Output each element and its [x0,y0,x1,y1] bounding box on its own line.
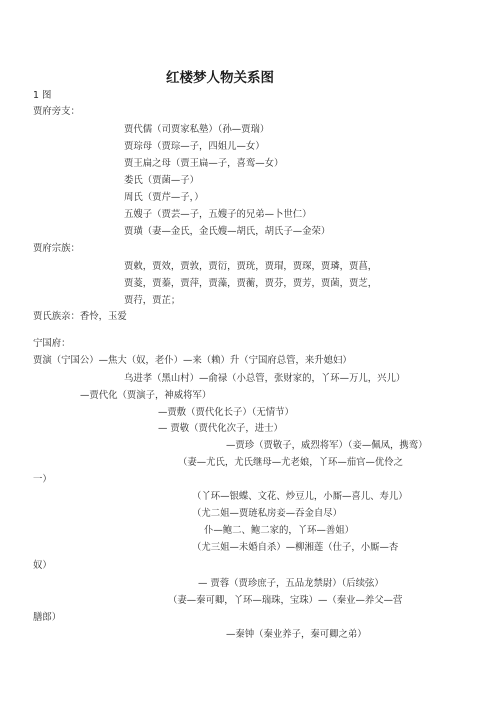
text-line: —秦钟（秦业养子，秦可卿之弟） [226,629,367,640]
document-title: 红楼梦人物关系图 [166,70,274,86]
text-line: 仆—鲍二、鲍二家的，丫环—善姐） [204,525,355,536]
text-line: 乌进孝（黑山村）—俞禄（小总管，张财家的，丫环—万儿，兴儿） [124,373,406,384]
text-line: （尤二姐—贾琏私房妾—吞金自尽） [192,508,343,519]
text-line: 奴） [33,560,52,571]
text-line: 贾菱，贾蓁，贾萍，贾藻，贾蘅，贾芬，贾芳，贾菌，贾芝， [124,278,378,289]
text-line: （妻—秦可卿，丫环—瑞珠，宝珠）—（秦业—养父—营 [168,595,403,606]
text-line: （妻—尤氏，尤氏继母—尤老娘，丫环—茄官—优伶之 [178,457,404,468]
text-line: 五嫂子（贾芸—子，五嫂子的兄弟—卜世仁） [124,209,312,220]
text-line: 周氏（贾芹—子，） [124,192,204,203]
text-line: —贾代化（贾演子，神威将军） [80,390,212,401]
text-line: — 贾敬（贾代化次子，进士） [158,423,283,434]
text-line: — 贾蓉（贾珍庶子，五品龙禁尉）（后续弦） [198,578,384,589]
text-line: 膳郎） [33,612,62,623]
text-line: 贾璜（妻—金氏，金氏嫂—胡氏，胡氏子—金荣） [124,226,331,237]
section-heading: 贾氏族亲：香怜，玉爱 [33,311,127,322]
text-line: 贾敕，贾效，贾敦，贾衍，贾珖，贾瑁，贾琛，贾璘，贾菖， [124,261,378,272]
text-line: （尤三姐—未婚自杀）—柳湘莲（仕子，小厮—杏 [192,542,399,553]
section-heading: 贾府宗族： [33,243,80,254]
section-heading: 贾府旁支： [33,106,80,117]
text-line: 贾荇，贾芷； [124,295,181,306]
text-line: 娄氏（贾菌—子） [124,175,200,186]
text-line: 贾琮母（贾琮—子，四姐儿—女） [124,141,265,152]
text-line: 贾代儒（司贾家私塾）（孙—贾瑞） [124,124,270,135]
text-line: —贾珍（贾敬子，威烈将军）（妾—佩凤，携鸾） [226,440,428,451]
text-line: 贾王扁之母（贾王扁—子，喜鸾—女） [124,158,284,169]
text-line: （丫环—银蝶、文花、炒豆儿，小厮—喜儿、寿儿） [192,491,408,502]
text-line: 贾演（宁国公）—焦大（奴，老仆）—来（赖）升（宁国府总管，来升媳妇） [33,355,352,366]
text-line: —贾敷（贾代化长子）（无情节） [158,407,294,418]
text-line: 一） [33,474,52,485]
figure-label: 1 图 [33,90,52,101]
section-heading: 宁国府： [33,338,71,349]
